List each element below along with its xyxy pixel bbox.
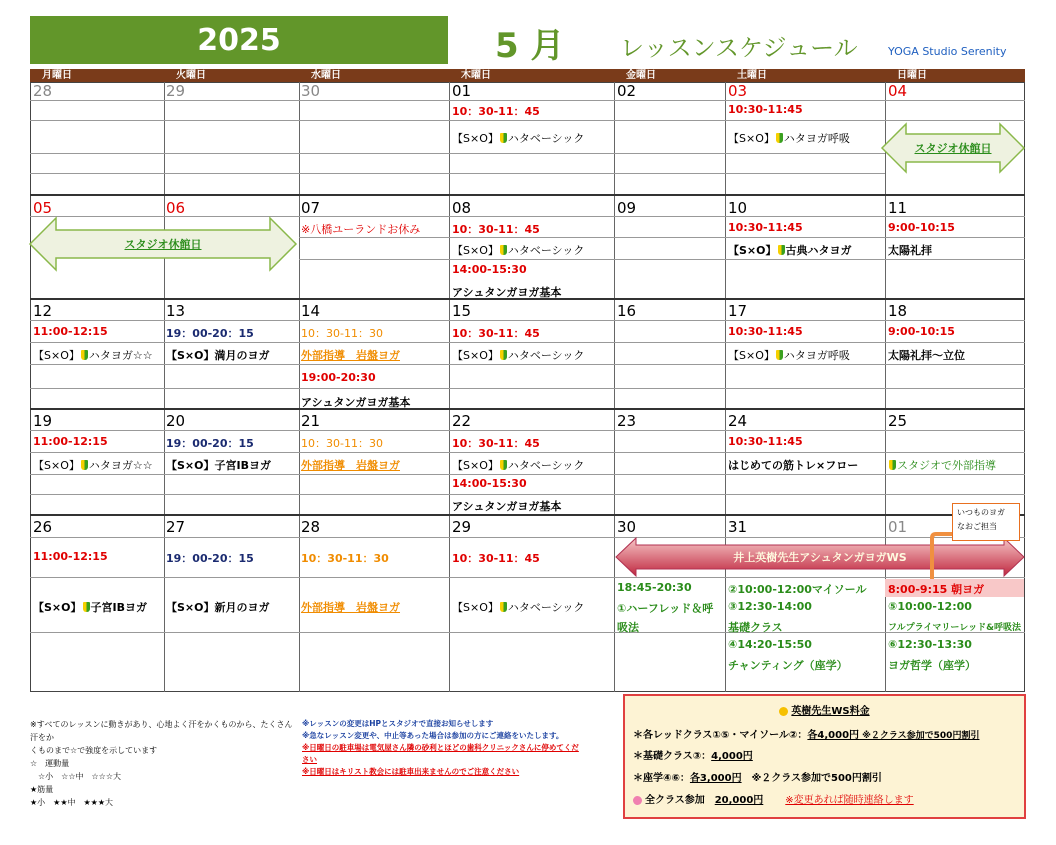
month-label: 5 月 — [495, 26, 565, 66]
notice-line: ※レッスンの変更はHPとスタジオで直接お知らせします — [302, 719, 494, 728]
date-may-14: 14 — [301, 302, 321, 320]
date-may-02: 02 — [617, 82, 637, 100]
date-may-01: 01 — [452, 82, 472, 100]
ws-line: ⑤10:00-12:00 — [888, 600, 972, 613]
date-may-03: 03 — [728, 82, 748, 100]
lesson-name: 【S×O】子宮IBヨガ — [166, 459, 271, 472]
date-may-15: 15 — [452, 302, 472, 320]
notice-line: ※日曜日はキリスト教会には駐車出来ませんのでご注意ください — [302, 767, 520, 776]
lesson-time: 11:00-12:15 — [33, 550, 108, 563]
date-may-23: 23 — [617, 412, 637, 430]
date-may-05: 05 — [33, 199, 53, 217]
row-line — [30, 388, 1025, 389]
ws-line: 基礎クラス — [728, 621, 783, 634]
lesson-name: 太陽礼拝～立位 — [888, 349, 965, 362]
notice-line: ※急なレッスン変更や、中止等あった場合は参加の方にご連絡をいたします。 — [302, 731, 564, 740]
week-separator — [30, 514, 1025, 516]
year-banner: 2025 — [30, 16, 448, 64]
date-apr-30: 30 — [301, 82, 321, 100]
date-may-31: 31 — [728, 518, 748, 536]
closed-day-arrow — [28, 216, 298, 272]
ws-line: チャンティング（座学） — [728, 659, 848, 672]
date-may-20: 20 — [166, 412, 186, 430]
lesson-time: 10：30-11：45 — [452, 105, 540, 118]
date-may-24: 24 — [728, 412, 748, 430]
row-line — [30, 474, 1025, 475]
lesson-name: はじめての筋トレ×フロー — [728, 459, 859, 472]
beginner-mark-icon — [500, 460, 507, 470]
lesson-name: 外部指導 岩盤ヨガ — [301, 349, 400, 362]
date-may-27: 27 — [166, 518, 186, 536]
date-may-11: 11 — [888, 199, 908, 217]
lesson-name: 【S×O】 子宮IBヨガ — [33, 601, 147, 614]
lesson-name: 外部指導 岩盤ヨガ — [301, 601, 400, 614]
lesson-time: 19：00-20：15 — [166, 437, 254, 450]
lesson-time: 11:00-12:15 — [33, 435, 108, 448]
row-line — [30, 100, 1025, 101]
note-line: ☆ 運動量 — [30, 759, 70, 768]
date-may-07: 07 — [301, 199, 321, 217]
lesson-time: 10:30-11:45 — [728, 103, 803, 116]
row-line — [299, 237, 1025, 238]
row-line — [30, 494, 1025, 495]
beginner-mark-icon — [81, 350, 88, 360]
lesson-name: アシュタンガヨガ基本 — [452, 286, 562, 299]
date-may-28: 28 — [301, 518, 321, 536]
lesson-time: 10：30-11：45 — [452, 223, 540, 236]
beginner-mark-icon — [889, 460, 896, 470]
date-may-26: 26 — [33, 518, 53, 536]
lesson-time: 10：30-11：45 — [452, 437, 540, 450]
ws-line: ③12:30-14:00 — [728, 600, 812, 613]
lesson-name: アシュタンガヨガ基本 — [301, 396, 411, 409]
lesson-time: 11:00-12:15 — [33, 325, 108, 338]
lesson-name: 【S×O】 ハタヨガ呼吸 — [728, 132, 850, 145]
date-may-30: 30 — [617, 518, 637, 536]
date-may-16: 16 — [617, 302, 637, 320]
date-may-19: 19 — [33, 412, 53, 430]
row-line — [30, 320, 1025, 321]
sun-icon — [779, 707, 788, 716]
fees-title: 英樹先生WS料金 — [625, 702, 1024, 717]
beginner-mark-icon — [500, 350, 507, 360]
note-line: ★筋量 — [30, 785, 54, 794]
row-line — [299, 259, 1025, 260]
date-apr-29: 29 — [166, 82, 186, 100]
ws-line: ④14:20-15:50 — [728, 638, 812, 651]
date-may-18: 18 — [888, 302, 908, 320]
lesson-name: アシュタンガヨガ基本 — [452, 500, 562, 513]
lesson-name: 【S×O】満月のヨガ — [166, 349, 270, 362]
date-may-29: 29 — [452, 518, 472, 536]
date-may-04: 04 — [888, 82, 908, 100]
notice-line: ※日曜日の駐車場は電気屋さん隣の砂利とほどの歯科クリニックさんに停めてくだ — [302, 743, 579, 752]
fee-row: ＊各レッドクラス①⑤・マイソール②：各4,000円 ※２クラス参加で500円割引 — [633, 730, 980, 741]
lesson-name: 【S×O】 ハタベーシック — [452, 459, 585, 472]
ws-line: フルプライマリーレッド&呼吸法 — [888, 623, 1021, 633]
date-may-12: 12 — [33, 302, 53, 320]
row-line — [30, 452, 1025, 453]
lesson-time: 10：30-11：45 — [452, 327, 540, 340]
row-line — [30, 120, 1025, 121]
closed-day-label: スタジオ休館日 — [914, 142, 992, 155]
weekday-fri: 金曜日 — [614, 69, 725, 82]
fee-row: ＊座学④⑥：各3,000円 ※２クラス参加で500円割引 — [633, 773, 882, 784]
beginner-mark-icon — [500, 245, 507, 255]
closed-day-label: スタジオ休館日 — [124, 238, 202, 251]
lesson-name: スタジオで外部指導 — [888, 457, 996, 473]
workshop-label: 井上英樹先生アシュタンガヨガWS — [733, 551, 907, 564]
beginner-mark-icon — [778, 245, 785, 255]
weekday-mon: 月曜日 — [30, 69, 164, 82]
lesson-name: 太陽礼拝 — [888, 244, 932, 257]
date-may-25: 25 — [888, 412, 908, 430]
weekday-sat: 土曜日 — [725, 69, 885, 82]
lesson-name: 【S×O】 ハタベーシック — [452, 601, 585, 614]
lesson-name: 【S×O】新月のヨガ — [166, 601, 270, 614]
workshop-fees-box — [623, 694, 1026, 819]
lesson-name: 【S×O】 ハタヨガ☆☆ — [33, 349, 153, 362]
date-apr-28: 28 — [33, 82, 53, 100]
flower-icon — [633, 796, 642, 805]
date-may-21: 21 — [301, 412, 321, 430]
row-line — [30, 153, 885, 154]
closed-day-arrow — [880, 122, 1026, 174]
callout-note — [952, 503, 1020, 541]
date-may-08: 08 — [452, 199, 472, 217]
lesson-time: 10：30-11：30 — [301, 327, 383, 340]
lesson-name: 【S×O】 ハタヨガ呼吸 — [728, 349, 850, 362]
row-line — [30, 632, 1025, 633]
ws-line: 吸法 — [617, 621, 639, 634]
fee-row: ＊基礎クラス③：4,000円 — [633, 751, 753, 762]
lesson-time: 19：00-20：15 — [166, 552, 254, 565]
lesson-time: 10：30-11：30 — [301, 552, 389, 565]
callout-line: いつものヨガ — [957, 508, 1005, 517]
notice-text: ※八橋ユーランドお休み — [301, 223, 421, 236]
date-may-06: 06 — [166, 199, 186, 217]
lesson-time: 9:00-10:15 — [888, 325, 955, 338]
date-jun-01: 01 — [888, 518, 908, 536]
lesson-name: 【S×O】 ハタベーシック — [452, 244, 585, 257]
row-line — [30, 173, 885, 174]
ws-line: ヨガ哲学（座学） — [888, 659, 976, 672]
row-line — [30, 430, 1025, 431]
lesson-time: 14:00-15:30 — [452, 477, 527, 490]
lesson-time: 14:00-15:30 — [452, 263, 527, 276]
date-may-10: 10 — [728, 199, 748, 217]
lesson-time: 10:30-11:45 — [728, 221, 803, 234]
week-separator — [30, 194, 1025, 196]
lesson-name: 【S×O】 ハタヨガ☆☆ — [33, 459, 153, 472]
week-separator — [30, 408, 1025, 410]
row-line — [30, 342, 1025, 343]
lesson-name: 【S×O】 ハタベーシック — [452, 132, 585, 145]
notice-line: さい — [302, 755, 317, 764]
lesson-name: 【S×O】 ハタベーシック — [452, 349, 585, 362]
lesson-time: 9:00-10:15 — [888, 221, 955, 234]
date-may-09: 09 — [617, 199, 637, 217]
callout-line: なおご担当 — [957, 522, 997, 531]
lesson-time: 10:30-11:45 — [728, 325, 803, 338]
beginner-mark-icon — [500, 602, 507, 612]
weekday-sun: 日曜日 — [885, 69, 1025, 82]
note-line: ※すべてのレッスンに動きがあり、心地よく汗をかくものから、たくさん汗をか — [30, 720, 293, 742]
ws-line: ②10:00-12:00マイソール — [728, 583, 867, 596]
lesson-time: 10：30-11：30 — [301, 437, 383, 450]
note-line: ☆小 ☆☆中 ☆☆☆大 — [30, 772, 122, 781]
ws-line: 18:45-20:30 — [617, 581, 692, 594]
page-title: レッスンスケジュール — [620, 34, 858, 62]
ws-line: ⑥12:30-13:30 — [888, 638, 972, 651]
ws-line: 8:00-9:15 朝ヨガ — [888, 583, 985, 596]
date-may-22: 22 — [452, 412, 472, 430]
lesson-time: 10:30-11:45 — [728, 435, 803, 448]
beginner-mark-icon — [500, 133, 507, 143]
studio-name: YOGA Studio Serenity — [888, 45, 1007, 58]
fee-row: 全クラス参加 20,000円 ※変更あれば随時連絡します — [633, 791, 914, 806]
note-line: くものまで☆で強度を示しています — [30, 746, 158, 755]
beginner-mark-icon — [83, 602, 90, 612]
lesson-time: 19：00-20：15 — [166, 327, 254, 340]
beginner-mark-icon — [776, 133, 783, 143]
workshop-arrow — [614, 536, 1026, 578]
beginner-mark-icon — [81, 460, 88, 470]
date-may-13: 13 — [166, 302, 186, 320]
beginner-mark-icon — [776, 350, 783, 360]
lesson-name: 【S×O】 古典ハタヨガ — [728, 244, 852, 257]
change-notices — [302, 718, 620, 778]
lesson-name: 外部指導 岩盤ヨガ — [301, 459, 400, 472]
row-line — [30, 364, 1025, 365]
lesson-time: 19:00-20:30 — [301, 371, 376, 384]
ws-line: ①ハーフレッド＆呼 — [617, 602, 714, 615]
weekday-wed: 水曜日 — [299, 69, 449, 82]
weekday-tue: 火曜日 — [164, 69, 299, 82]
intensity-notes — [30, 718, 298, 809]
lesson-time: 10：30-11：45 — [452, 552, 540, 565]
note-line: ★小 ★★中 ★★★大 — [30, 798, 114, 807]
date-may-17: 17 — [728, 302, 748, 320]
weekday-thu: 木曜日 — [449, 69, 614, 82]
